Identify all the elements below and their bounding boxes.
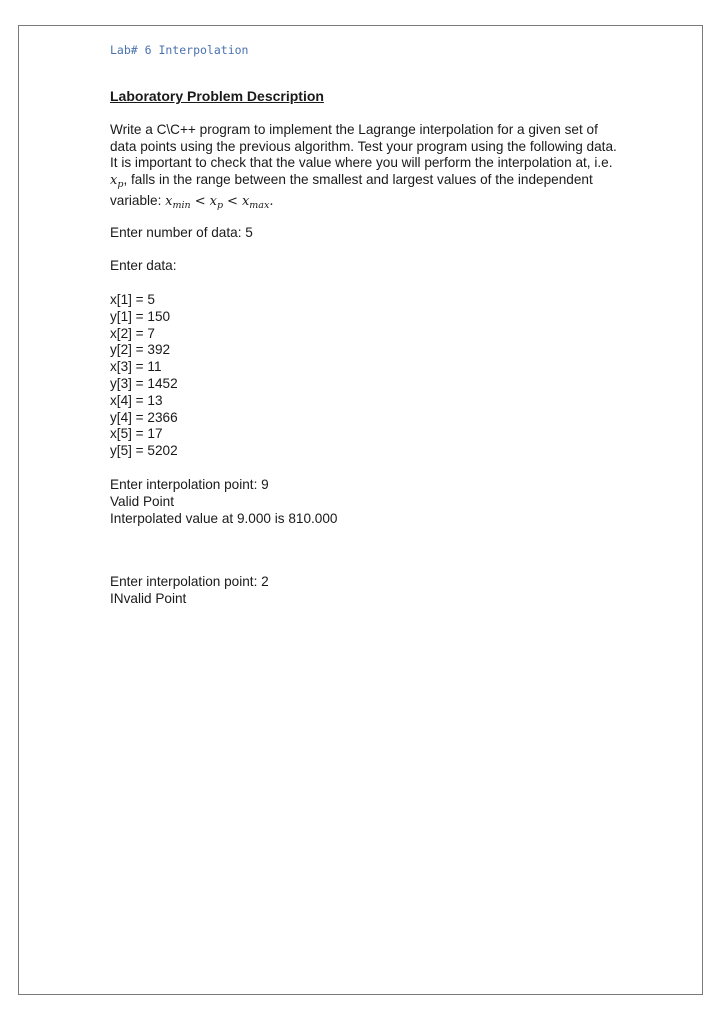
enter-data-label: Enter data: <box>110 258 177 273</box>
data-list <box>110 292 178 460</box>
section-title: Laboratory Problem Description <box>110 88 324 104</box>
data-line: x[1] = 5 <box>110 292 155 307</box>
output-line: Enter interpolation point: 9 <box>110 477 269 492</box>
description-line: data points using the previous algorithm. Test your program using the following data. <box>110 138 617 154</box>
description-line: Write a C\C++ program to implement the Lagrange interpolation for a given set of <box>110 122 598 137</box>
output-line: Enter interpolation point: 2 <box>110 574 269 589</box>
data-line: x[2] = 7 <box>110 325 155 341</box>
data-line: y[3] = 1452 <box>110 375 178 391</box>
data-line: x[5] = 17 <box>110 426 163 442</box>
output-line: Valid Point <box>110 493 174 509</box>
description-line: variable: $x_{min} < x_p < x_{max}$. <box>110 193 274 212</box>
data-line: y[2] = 392 <box>110 342 171 358</box>
problem-description <box>110 122 670 215</box>
data-line: y[4] = 2366 <box>110 409 178 425</box>
run-output-1 <box>110 477 338 527</box>
math-inequality: $x_{min} < x_p < x_{max}$. <box>165 194 274 212</box>
data-line: y[1] = 150 <box>110 308 171 324</box>
run-output-2 <box>110 574 269 608</box>
description-line: $x_p$, falls in the range between the smallest and largest values of the independent <box>110 171 593 190</box>
data-line: y[5] = 5202 <box>110 443 178 459</box>
data-line: x[3] = 11 <box>110 359 162 375</box>
output-line: INvalid Point <box>110 590 187 606</box>
description-line: It is important to check that the value where you will perform the interpolation at, i.e. <box>110 155 613 171</box>
output-line: Interpolated value at 9.000 is 810.000 <box>110 510 338 526</box>
num-data-prompt: Enter number of data: 5 <box>110 225 253 240</box>
page-header: Lab# 6 Interpolation <box>110 43 249 57</box>
data-line: x[4] = 13 <box>110 392 163 408</box>
math-xp: $x_p$ <box>110 172 124 190</box>
